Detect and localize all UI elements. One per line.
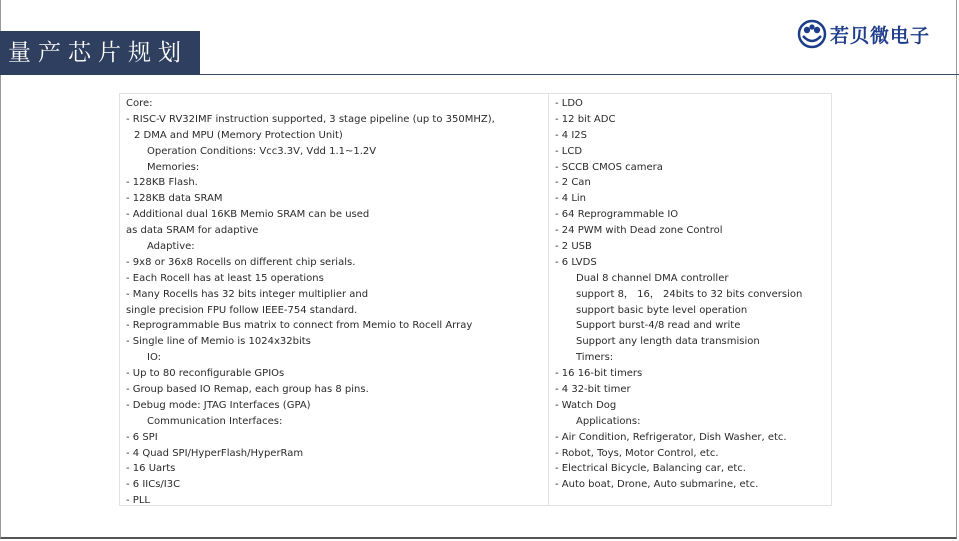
spec-line: as data SRAM for adaptive — [126, 225, 259, 237]
spec-line: - 4 Quad SPI/HyperFlash/HyperRam — [126, 447, 304, 459]
logo-emblem-icon — [795, 19, 829, 49]
spec-line: - Many Rocells has 32 bits integer multiplier and — [126, 288, 369, 300]
spec-line: Memories: — [147, 161, 200, 173]
spec-line: - Electrical Bicycle, Balancing car, etc. — [555, 463, 746, 475]
spec-line: Applications: — [576, 415, 641, 427]
spec-line: Support any length data transmision — [576, 336, 760, 348]
spec-line: - 4 Lin — [555, 193, 587, 205]
spec-line: - 12 bit ADC — [555, 113, 616, 125]
spec-line: - Each Rocell has at least 15 operations — [126, 272, 324, 284]
spec-line: Communication Interfaces: — [147, 415, 283, 427]
spec-line: - Group based IO Remap, each group has 8 pins. — [126, 384, 369, 396]
left-spec-column — [120, 94, 549, 505]
spec-line: - 128KB data SRAM — [126, 193, 223, 205]
spec-line: - Watch Dog — [555, 399, 617, 411]
spec-line: - LCD — [555, 145, 583, 157]
spec-line: - Additional dual 16KB Memio SRAM can be used — [126, 209, 370, 221]
spec-table — [119, 93, 832, 506]
spec-line: - 9x8 or 36x8 Rocells on different chip serials. — [126, 256, 356, 268]
spec-line: - 6 IICs/I3C — [126, 479, 181, 491]
spec-line: - RISC-V RV32IMF instruction supported, 3 stage pipeline (up to 350MHZ), — [126, 113, 495, 125]
spec-line: - 128KB Flash. — [126, 177, 198, 189]
spec-line: - Robot, Toys, Motor Control, etc. — [555, 447, 719, 459]
spec-line: - 64 Reprogrammable IO — [555, 209, 679, 221]
spec-line: - Up to 80 reconfigurable GPIOs — [126, 368, 285, 380]
spec-line: Operation Conditions: Vcc3.3V, Vdd 1.1~1.2V — [147, 145, 377, 157]
spec-line: single precision FPU follow IEEE-754 standard. — [126, 304, 358, 316]
spec-line: - Reprogrammable Bus matrix to connect from Memio to Rocell Array — [126, 320, 473, 332]
company-logo — [795, 17, 930, 51]
slide-title: 量产芯片规划 — [0, 31, 200, 75]
spec-line: - SCCB CMOS camera — [555, 161, 663, 173]
spec-line: - 2 Can — [555, 177, 591, 189]
spec-line: - 4 I2S — [555, 129, 587, 141]
logo-text: 若贝微电子 — [830, 24, 931, 47]
spec-line: - 24 PWM with Dead zone Control — [555, 225, 723, 237]
spec-line: - PLL — [126, 495, 150, 507]
spec-line: Timers: — [576, 352, 614, 364]
spec-line: - Air Condition, Refrigerator, Dish Washer, etc. — [555, 431, 787, 443]
spec-line: - Single line of Memio is 1024x32bits — [126, 336, 311, 348]
spec-line: - LDO — [555, 98, 583, 109]
spec-line: - 2 USB — [555, 241, 592, 253]
spec-line: support basic byte level operation — [576, 304, 748, 316]
spec-line: - 6 LVDS — [555, 256, 597, 268]
spec-line: Core: — [126, 98, 153, 109]
spec-line: - Debug mode: JTAG Interfaces (GPA) — [126, 399, 311, 411]
spec-line: - Auto boat, Drone, Auto submarine, etc. — [555, 479, 759, 491]
spec-line: - 6 SPI — [126, 431, 158, 443]
spec-line: 2 DMA and MPU (Memory Protection Unit) — [134, 129, 343, 141]
spec-line: - 4 32-bit timer — [555, 384, 631, 396]
spec-line: Support burst-4/8 read and write — [576, 320, 741, 332]
right-spec-column — [549, 94, 831, 505]
spec-line: support 8， 16， 24bits to 32 bits conversion — [576, 288, 803, 300]
spec-line: - 16 16-bit timers — [555, 368, 643, 380]
spec-line: - 16 Uarts — [126, 463, 176, 475]
spec-line: IO: — [147, 352, 162, 364]
spec-line: Adaptive: — [147, 241, 195, 253]
spec-line: Dual 8 channel DMA controller — [576, 272, 729, 284]
